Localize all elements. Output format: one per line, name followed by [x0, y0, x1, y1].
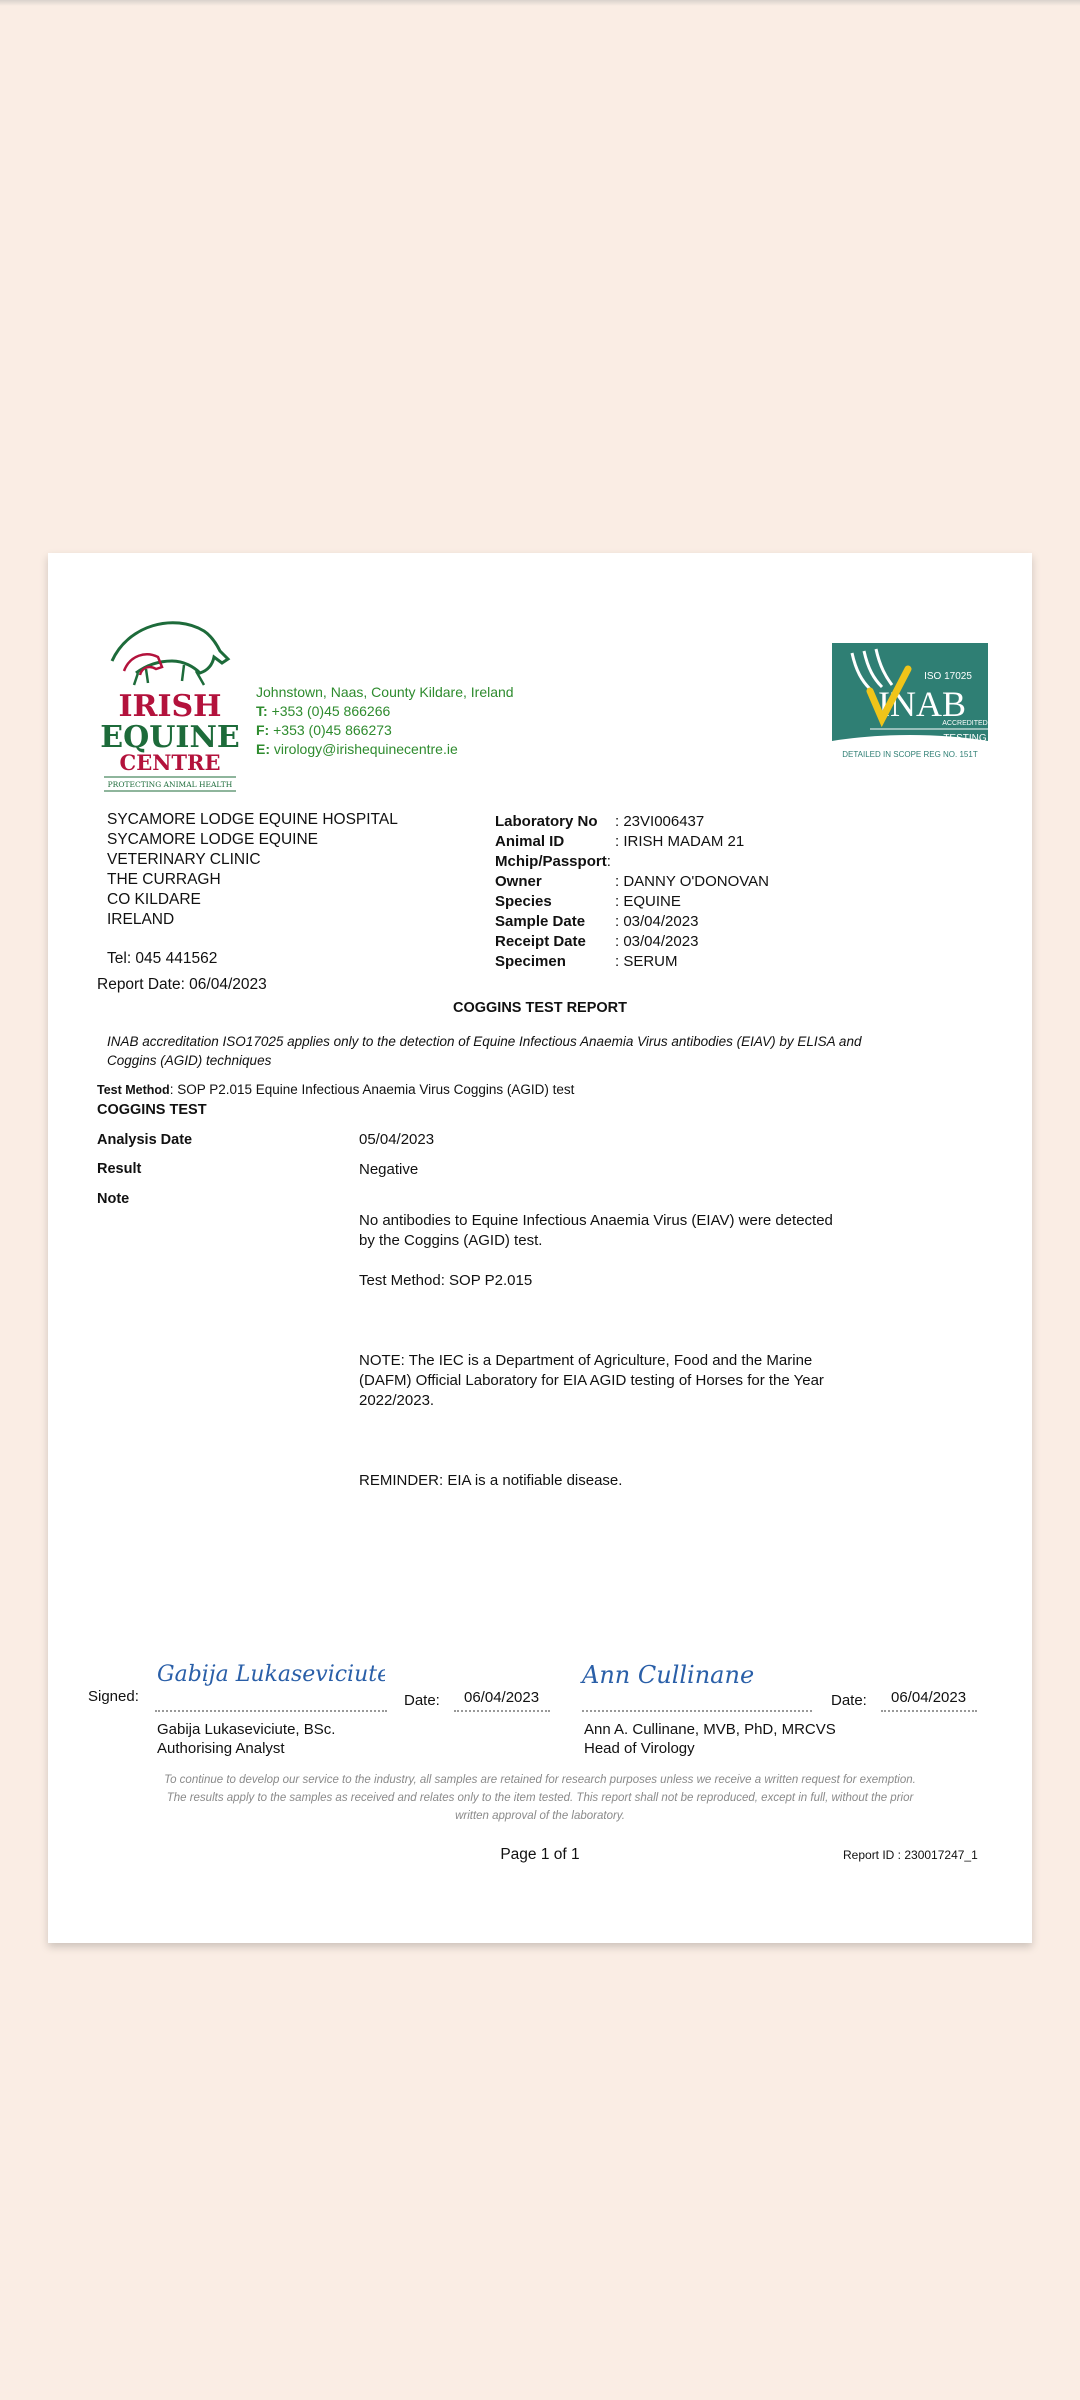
svg-text:CENTRE: CENTRE	[119, 750, 221, 775]
note-paragraph: No antibodies to Equine Infectious Anaemia Virus (EIAV) were detected by the Coggins (AGID) test.	[359, 1212, 833, 1249]
date-2-label: Date:	[831, 1692, 867, 1709]
result-value: Negative	[359, 1161, 419, 1178]
analysis-date-label: Analysis Date	[97, 1132, 193, 1148]
lab-info-table	[495, 812, 769, 972]
report-title: COGGINS TEST REPORT	[452, 1000, 627, 1016]
disclaimer-line: To continue to develop our service to the industry, all samples are retained for research purposes unless we receive a written request for exemption.	[164, 1774, 916, 1786]
inab-accreditation-badge	[830, 641, 990, 761]
svg-text:ISO 17025: ISO 17025	[924, 671, 972, 682]
signer-1-role: Authorising Analyst	[157, 1740, 285, 1757]
lab-info-row: Laboratory No : 23VI006437	[495, 813, 705, 830]
svg-text:Gabija Lukaseviciute: Gabija Lukaseviciute	[157, 1662, 385, 1687]
date-2-value: 06/04/2023	[891, 1689, 967, 1706]
analysis-date-value: 05/04/2023	[359, 1131, 435, 1148]
lab-info-row: Specimen : SERUM	[495, 953, 678, 970]
note-paragraph: Test Method: SOP P2.015	[359, 1272, 533, 1289]
report-date: Report Date: 06/04/2023	[97, 976, 267, 993]
lab-info-row: Owner : DANNY O'DONOVAN	[495, 873, 769, 890]
signed-label: Signed:	[88, 1688, 139, 1705]
note-paragraph: NOTE: The IEC is a Department of Agriculture, Food and the Marine (DAFM) Official Laboratory for EIA AGID testing of Horses for the Year 2022/2023.	[359, 1352, 824, 1409]
signature-2	[580, 1651, 820, 1693]
client-tel: Tel: 045 441562	[107, 950, 218, 967]
disclaimer	[98, 1771, 982, 1825]
phone-line: T: +353 (0)45 866266	[256, 703, 391, 719]
top-shadow	[0, 0, 1080, 6]
address-line-5: CO KILDARE	[107, 891, 201, 908]
svg-text:TESTING: TESTING	[943, 733, 987, 744]
svg-text:ACCREDITED: ACCREDITED	[942, 720, 988, 727]
svg-text:PROTECTING ANIMAL HEALTH: PROTECTING ANIMAL HEALTH	[107, 780, 233, 789]
disclaimer-line: written approval of the laboratory.	[455, 1810, 625, 1822]
client-address	[107, 810, 398, 930]
fax-line: F: +353 (0)45 866273	[256, 722, 392, 738]
email-line: E: virology@irishequinecentre.ie	[256, 741, 458, 757]
signature-2-line	[582, 1710, 812, 1712]
inab-accreditation-note: INAB accreditation ISO17025 applies only to the detection of Equine Infectious Anaemia Virus antibodies (EIAV) by ELISA and Coggins (AGID) techniques	[107, 1034, 862, 1068]
note-text	[359, 1191, 834, 1511]
address-line-4: THE CURRAGH	[107, 871, 221, 888]
address-line-6: IRELAND	[107, 911, 175, 928]
horse-logo-icon	[100, 607, 240, 793]
signature-1	[155, 1653, 385, 1691]
report-id: Report ID : 230017247_1	[843, 1848, 978, 1862]
address-line-3: VETERINARY CLINIC	[107, 851, 261, 868]
disclaimer-line: The results apply to the samples as received and relates only to the item tested. This report shall not be reproduced, except in full, without the prior	[166, 1792, 914, 1804]
signer-2-name: Ann A. Cullinane, MVB, PhD, MRCVS	[584, 1721, 836, 1738]
lab-info-row: Sample Date : 03/04/2023	[495, 913, 699, 930]
address-line: Johnstown, Naas, County Kildare, Ireland	[256, 684, 514, 700]
note-paragraph: REMINDER: EIA is a notifiable disease.	[359, 1472, 623, 1489]
lab-info-row: Animal ID : IRISH MADAM 21	[495, 833, 745, 850]
lab-info-row: Mchip/Passport :	[495, 853, 611, 870]
report-page	[48, 553, 1032, 1943]
page-number: Page 1 of 1	[500, 1846, 580, 1863]
test-method-line: Test Method: SOP P2.015 Equine Infectious Anaemia Virus Coggins (AGID) test	[97, 1082, 575, 1097]
svg-text:IRISH: IRISH	[118, 689, 222, 724]
contact-block	[256, 683, 514, 759]
signer-2-role: Head of Virology	[584, 1740, 695, 1757]
svg-text:EQUINE: EQUINE	[100, 720, 240, 755]
irish-equine-centre-logo	[100, 607, 240, 793]
lab-info-row: Receipt Date : 03/04/2023	[495, 933, 699, 950]
date-1-label: Date:	[404, 1692, 440, 1709]
svg-text:Ann Cullinane: Ann Cullinane	[582, 1661, 755, 1689]
date-2-line	[881, 1710, 977, 1712]
signer-1-name: Gabija Lukaseviciute, BSc.	[157, 1721, 336, 1738]
svg-text:DETAILED IN SCOPE REG NO. 151T: DETAILED IN SCOPE REG NO. 151T	[842, 750, 978, 759]
svg-text:INAB: INAB	[878, 684, 966, 724]
note-label: Note	[97, 1191, 130, 1207]
address-line-1: SYCAMORE LODGE EQUINE HOSPITAL	[107, 811, 398, 828]
section-title: COGGINS TEST	[97, 1102, 207, 1118]
date-1-value: 06/04/2023	[464, 1689, 540, 1706]
address-line-2: SYCAMORE LODGE EQUINE	[107, 831, 319, 848]
result-label: Result	[97, 1161, 142, 1177]
date-1-line	[454, 1710, 550, 1712]
lab-info-row: Species : EQUINE	[495, 893, 681, 910]
signature-1-line	[155, 1710, 387, 1712]
